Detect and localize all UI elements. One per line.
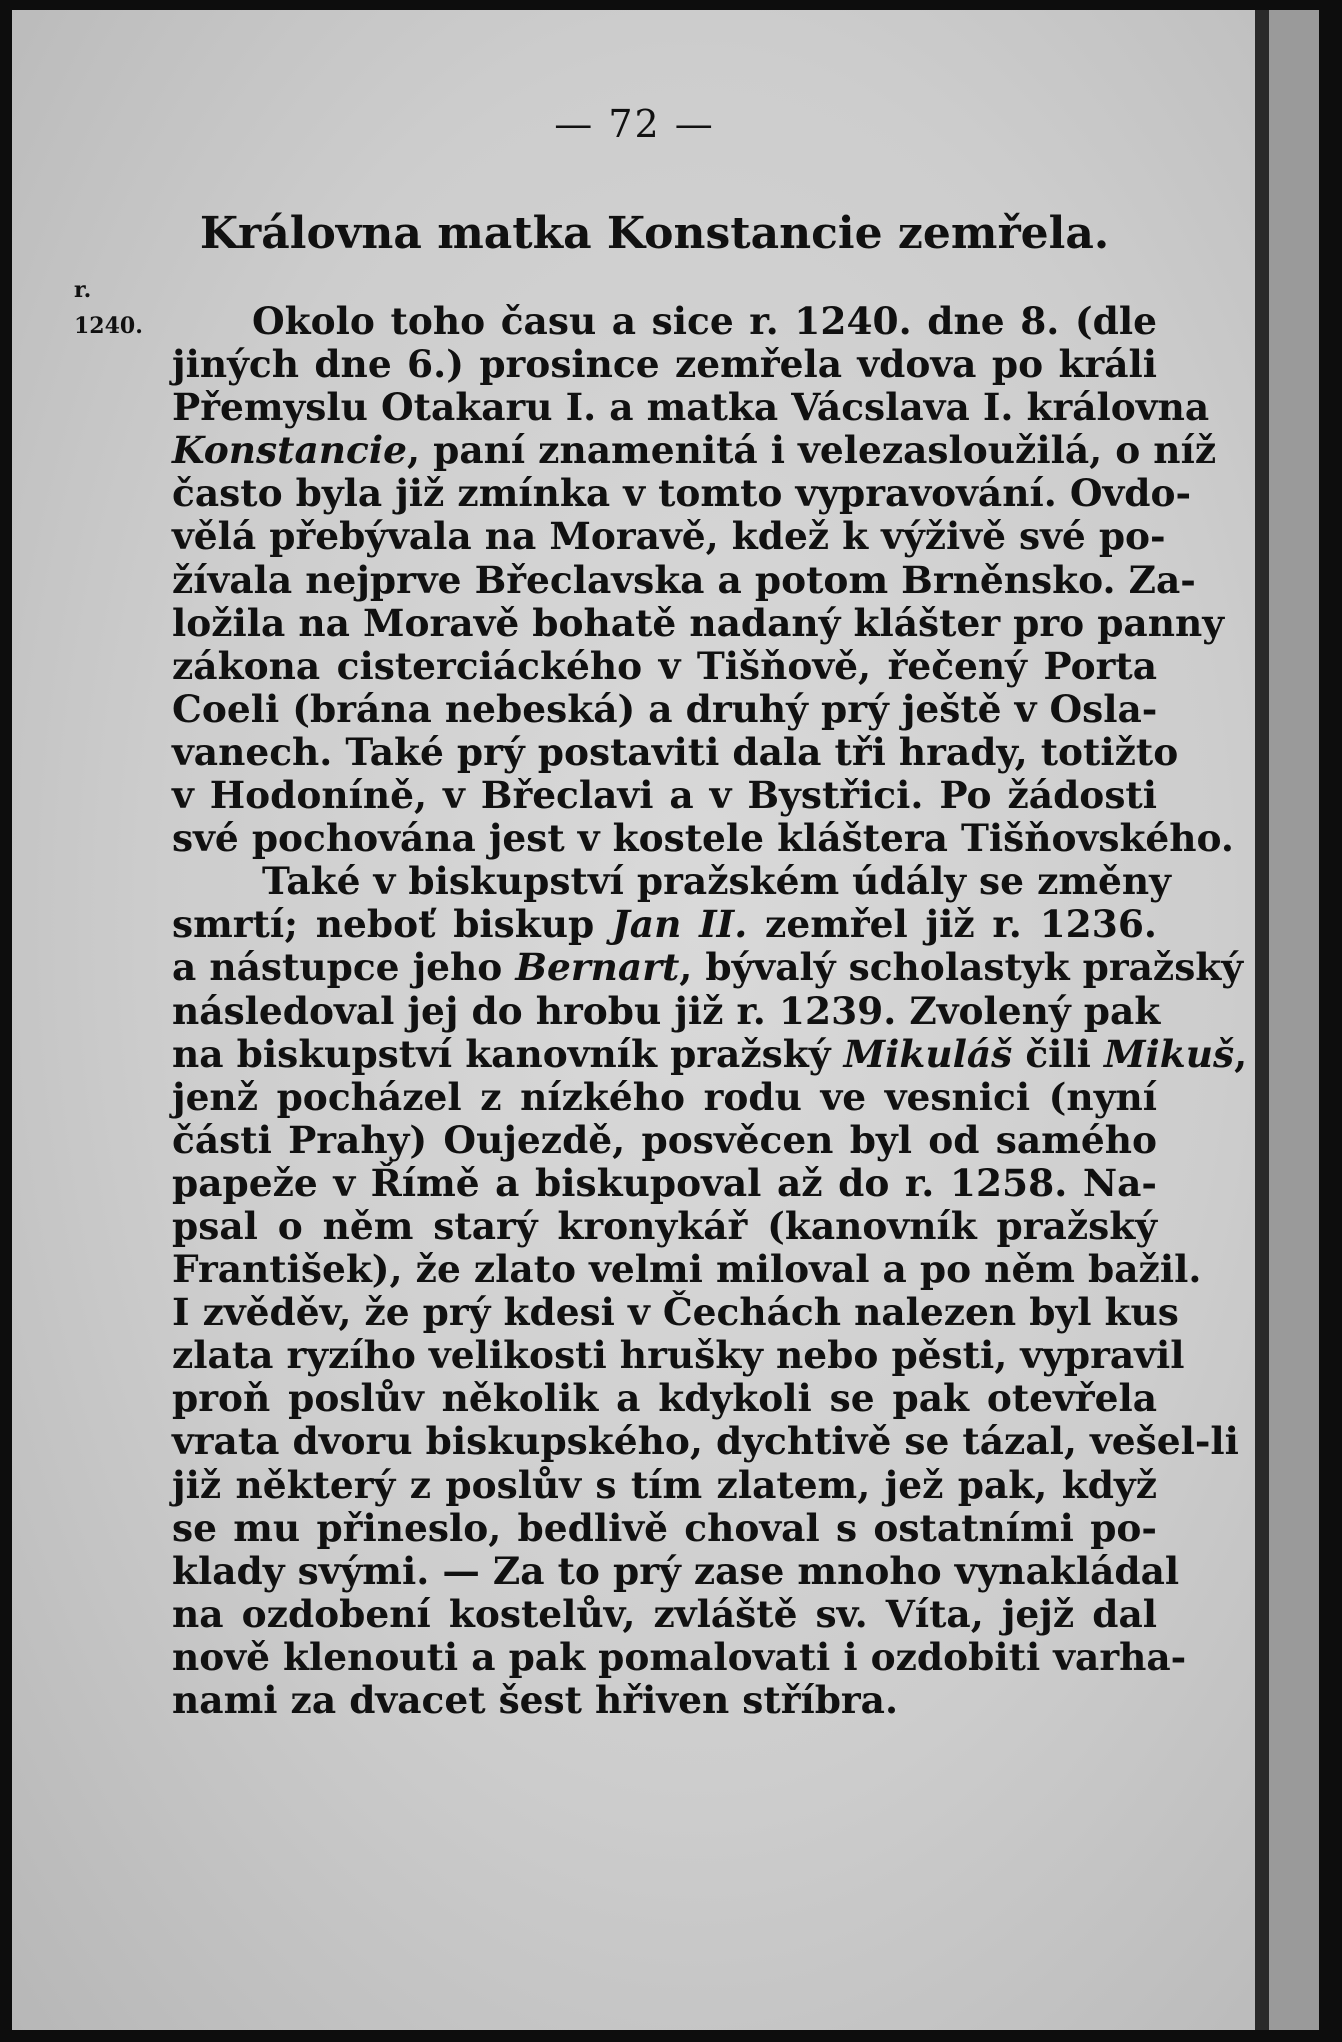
text-line: zlata ryzího velikosti hrušky nebo pěsti, vypravil [172, 1333, 1185, 1378]
text-line: smrtí; neboť biskup Jan II. zemřel již r. 1236. [172, 902, 1157, 947]
text-line: I zvěděv, že prý kdesi v Čechách nalezen byl kus [172, 1290, 1179, 1335]
adjacent-page-edge [1269, 10, 1319, 2030]
text-line: na biskupství kanovník pražský Mikuláš čili Mikuš, [172, 1031, 1248, 1076]
text-line: vělá přebývala na Moravě, kdež k výživě své po- [172, 514, 1166, 559]
text-line: na ozdobení kostelův, zvláště sv. Víta, jejž dal [172, 1591, 1157, 1636]
body-text [172, 299, 1248, 1722]
text-line: vanech. Také prý postaviti dala tři hrady, totižto [172, 729, 1179, 774]
text-line: jenž pocházel z nízkého rodu ve vesnici (nyní [172, 1074, 1157, 1119]
text-line: psal o něm starý kronykář (kanovník pražský [172, 1203, 1157, 1248]
text-line: v Hodoníně, v Břeclavi a v Bystřici. Po žádosti [172, 773, 1157, 818]
text-line: části Prahy) Oujezdě, posvěcen byl od samého [172, 1117, 1157, 1162]
text-line: se mu přineslo, bedlivě choval s ostatními po- [172, 1505, 1157, 1550]
text-line: Také v biskupství pražském údály se změny [262, 859, 1171, 904]
text-line: Okolo toho času a sice r. 1240. dne 8. (dle [252, 299, 1157, 343]
text-line: své pochována jest v kostele kláštera Tišňovského. [172, 816, 1234, 861]
text-line: klady svými. — Za to prý zase mnoho vynakládal [172, 1548, 1180, 1593]
text-line: Konstancie, paní znamenitá i velezasloužilá, o níž [172, 428, 1217, 473]
text-line: vrata dvoru biskupského, dychtivě se tázal, vešel-li [172, 1419, 1239, 1464]
text-line: jiných dne 6.) prosince zemřela vdova po králi [172, 342, 1157, 387]
text-line: nově klenouti a pak pomalovati i ozdobiti varha- [172, 1634, 1187, 1679]
page-number: — 72 — [554, 102, 715, 146]
text-line: Přemyslu Otakaru I. a matka Vácslava I. královna [172, 385, 1210, 430]
book-page [12, 10, 1257, 2030]
chapter-title: Královna matka Konstancie zemřela. [199, 208, 1110, 259]
text-line: proň poslův několik a kdykoli se pak otevřela [172, 1376, 1157, 1421]
page-gutter-shadow [1255, 10, 1269, 2030]
text-line: František), že zlato velmi miloval a po něm bažil. [172, 1247, 1202, 1292]
text-line: Coeli (brána nebeská) a druhý prý ještě v Osla- [172, 686, 1158, 731]
margin-year-note [74, 272, 143, 344]
text-line: ložila na Moravě bohatě nadaný klášter pro panny [172, 600, 1225, 645]
text-line: zákona cisterciáckého v Tišňově, řečený Porta [172, 643, 1157, 688]
text-line: a nástupce jeho Bernart, bývalý scholastyk pražský [172, 945, 1244, 990]
text-line: nami za dvacet šest hřiven stříbra. [172, 1678, 899, 1722]
text-line: již některý z poslův s tím zlatem, jež pak, když [172, 1462, 1157, 1507]
text-line: následoval jej do hrobu již r. 1239. Zvolený pak [172, 988, 1161, 1033]
margin-note-line: 1240. [74, 313, 143, 339]
text-line: často byla již zmínka v tomto vypravování. Ovdo- [172, 471, 1192, 516]
text-line: papeže v Římě a biskupoval až do r. 1258. Na- [172, 1160, 1157, 1205]
margin-note-line: r. [74, 277, 92, 303]
text-line: žívala nejprve Břeclavska a potom Brněnsko. Za- [172, 557, 1196, 602]
